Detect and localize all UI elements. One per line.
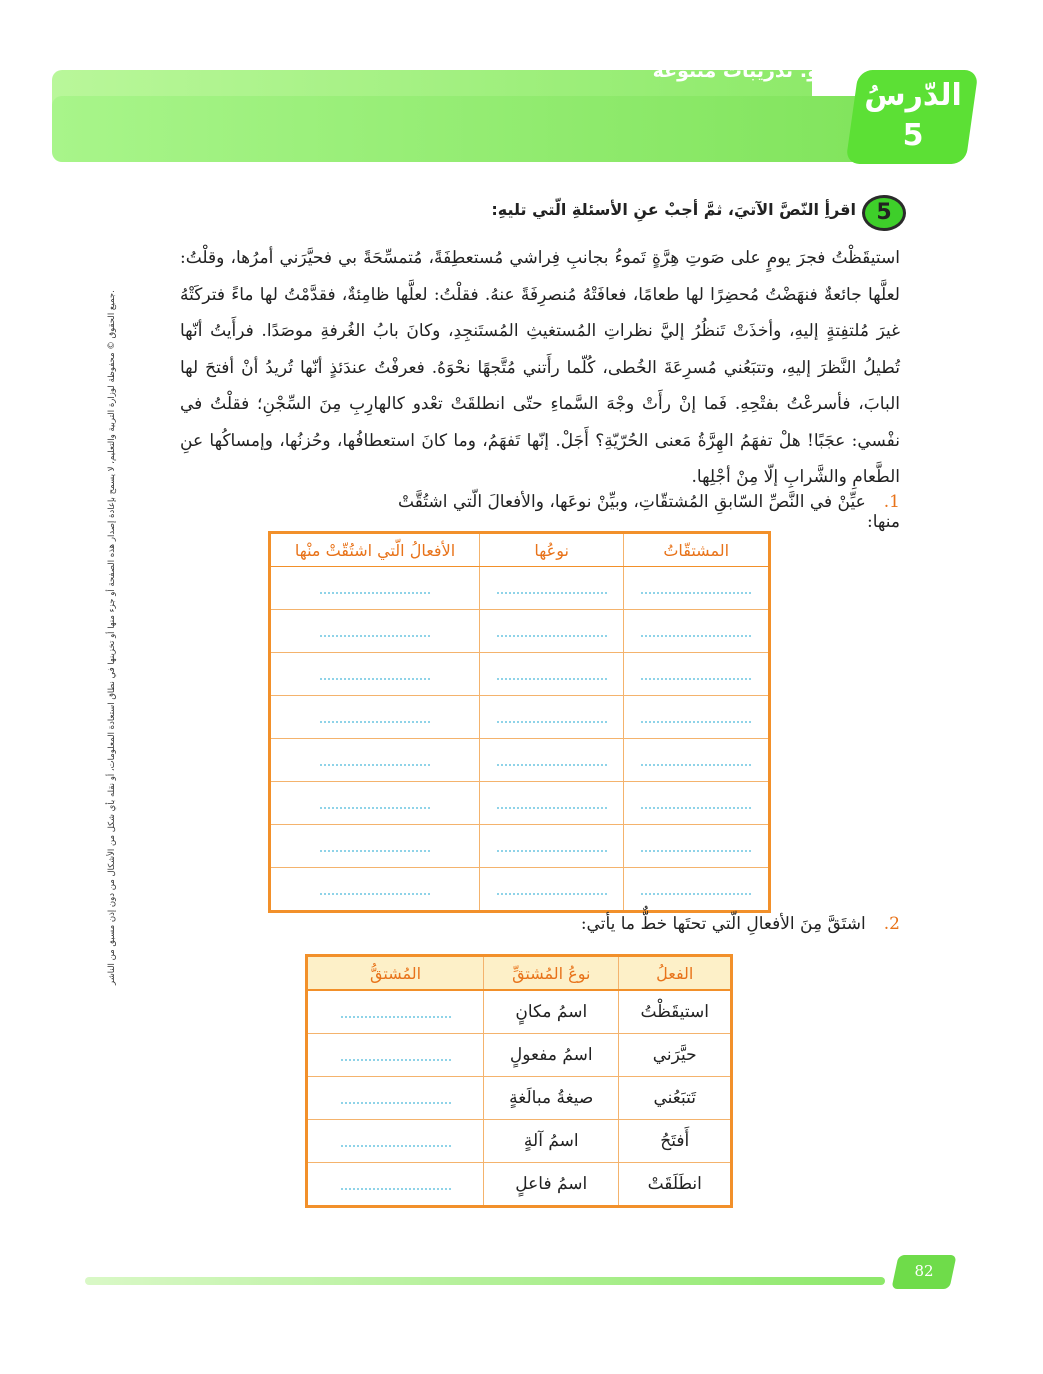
question-2-text: اشتَقَّ مِنَ الأفعالِ الّتي تحتَها خطٌّ ما يأتي:: [580, 914, 866, 934]
reading-passage: استيقَظْتُ فجرَ يومٍ على صَوتِ هِرَّةٍ تَموءُ بجانبِ فِراشي مُستعطِفَةً، مُتمسِّحَةً بي فحيَّرَني أمرُها، وقلْتُ: لعلَّها جائعةٌ فنهَضْتُ مُحضِرًا لها طعامًا، فعافَتْهُ مُنصرِفَةً عنهُ. فقلْتُ: لعلَّها ظامِئةٌ، فقدَّمْتُ لها ماءً فتركَتْهُ غيرَ مُلتفِتةٍ إليهِ، وأخذَتْ تَنظُرُ إليَّ نظراتِ المُستغيثِ المُستَنجِدِ، وكانَ بابُ الغُرفةِ موصَدًا. فرأَيتُ أنّها تُطيلُ النَّظرَ إليهِ، وتتبَعُني مُسرِعَةَ الخُطى، كُلّما رأَتني مُتَّجهًا نحْوَهُ. فعرفْتُ عندَئذٍ أنّها تُريدُ أنْ أفتحَ لها البابَ، فأسرعْتُ بفتْحِهِ. فَما إنْ رأَتْ وجْهَ السَّماءِ حتّى انطلقَتْ تعْدو كالهارِبِ مِنَ السِّجْنِ؛ فقلْتُ في نفْسي: عجَبًا! هلْ تفهَمُ الهِرَّةُ مَعنى الحُرّيّةِ؟ أَجَلْ. إنّها تَفهَمُ، وما كانَ استعطافُها، وحُزنُها، وإمساكُها عنِ الطَّعامِ والشَّرابِ إلّا مِنْ أجْلِها.: [180, 248, 900, 487]
answer-field[interactable]: [624, 825, 770, 868]
footer-line: [85, 1277, 885, 1285]
derive-table: [305, 954, 733, 1208]
header-source-verbs: الأفعالُ الّتي اشتُقّتْ منْها: [270, 533, 480, 567]
answer-field[interactable]: [479, 868, 623, 912]
exercise-number-badge: 5: [862, 195, 906, 231]
question-2-number: 2.: [883, 914, 900, 934]
table-row: [270, 653, 770, 696]
answer-field[interactable]: [270, 868, 480, 912]
answer-field[interactable]: [307, 1077, 484, 1120]
lesson-number: 5: [902, 118, 924, 153]
table-row: [307, 1034, 732, 1077]
answer-field[interactable]: [270, 653, 480, 696]
table-row: [307, 1120, 732, 1163]
answer-field[interactable]: [270, 696, 480, 739]
type-cell: اسمُ مكانٍ: [484, 990, 619, 1034]
question-1-text: عيِّنْ في النَّصِّ السّابقِ المُشتقّاتِ، وبيِّنْ نوعَها، والأفعالَ الّتي اشتُقَّتْ منها:: [398, 492, 900, 532]
exercise-heading: اقرأِ النّصَّ الآتيَ، ثمَّ أجبْ عنِ الأسئلةِ الّتي تليهِ:: [491, 200, 856, 219]
answer-field[interactable]: [479, 782, 623, 825]
table-row: [307, 1163, 732, 1207]
copyright-note: جميع الحقوق © محفوظة لوزارة التربية والتعليم، لا يسمح بإعادة إصدار هذه الصفحة أو جزء منها أو تخزينها في نطاق استعادة المعلومات، أو نقله بأي شكل من الأشكال من دون إذن مسبق من الناشر.: [107, 290, 117, 985]
answer-field[interactable]: [479, 610, 623, 653]
verb-cell: تَتبَعُني: [619, 1077, 732, 1120]
table-header-row: [307, 956, 732, 991]
table-row: [270, 782, 770, 825]
table-row: [270, 696, 770, 739]
derivatives-table: [268, 531, 771, 913]
header-verb: الفعلُ: [619, 956, 732, 991]
table-row: [307, 1077, 732, 1120]
answer-field[interactable]: [624, 567, 770, 610]
table-row: [270, 825, 770, 868]
type-cell: اسمُ مفعولٍ: [484, 1034, 619, 1077]
verb-cell: انطَلَقَتْ: [619, 1163, 732, 1207]
answer-field[interactable]: [624, 696, 770, 739]
answer-field[interactable]: [624, 610, 770, 653]
answer-field[interactable]: [624, 739, 770, 782]
table-row: [270, 868, 770, 912]
answer-field[interactable]: [307, 990, 484, 1034]
type-cell: اسمُ آلةٍ: [484, 1120, 619, 1163]
answer-field[interactable]: [307, 1034, 484, 1077]
verb-cell: أَفتَحُ: [619, 1120, 732, 1163]
header-derivatives: المشتقّاتُ: [624, 533, 770, 567]
answer-field[interactable]: [479, 653, 623, 696]
type-cell: اسمُ فاعلٍ: [484, 1163, 619, 1207]
answer-field[interactable]: [479, 825, 623, 868]
verb-cell: حيَّرَني: [619, 1034, 732, 1077]
header-type: نوعُها: [479, 533, 623, 567]
lesson-subtitle: نحوٌ: تدريباتٌ متنوّعةٌ: [652, 60, 840, 82]
table-row: [270, 567, 770, 610]
banner-main-strip: [52, 96, 920, 162]
answer-field[interactable]: [270, 567, 480, 610]
answer-field[interactable]: [270, 610, 480, 653]
type-cell: صيغةُ مبالَغةٍ: [484, 1077, 619, 1120]
answer-field[interactable]: [307, 1163, 484, 1207]
table-row: [270, 610, 770, 653]
page-number: 82: [914, 1262, 934, 1280]
header-derivative-type: نوعُ المُشتقِّ: [484, 956, 619, 991]
question-1-number: 1.: [883, 492, 900, 512]
answer-field[interactable]: [270, 782, 480, 825]
answer-field[interactable]: [624, 782, 770, 825]
header-derivative: المُشتقُّ: [307, 956, 484, 991]
question-2: [480, 914, 900, 934]
answer-field[interactable]: [479, 696, 623, 739]
verb-cell: استيقَظْتُ: [619, 990, 732, 1034]
answer-field[interactable]: [479, 739, 623, 782]
lesson-label: الدّرسُ: [864, 78, 962, 113]
question-1: [380, 492, 900, 532]
answer-field[interactable]: [270, 739, 480, 782]
table-row: [270, 739, 770, 782]
lesson-banner: [52, 70, 920, 162]
answer-field[interactable]: [479, 567, 623, 610]
answer-field[interactable]: [270, 825, 480, 868]
answer-field[interactable]: [624, 653, 770, 696]
table-header-row: [270, 533, 770, 567]
table-row: [307, 990, 732, 1034]
answer-field[interactable]: [624, 868, 770, 912]
answer-field[interactable]: [307, 1120, 484, 1163]
